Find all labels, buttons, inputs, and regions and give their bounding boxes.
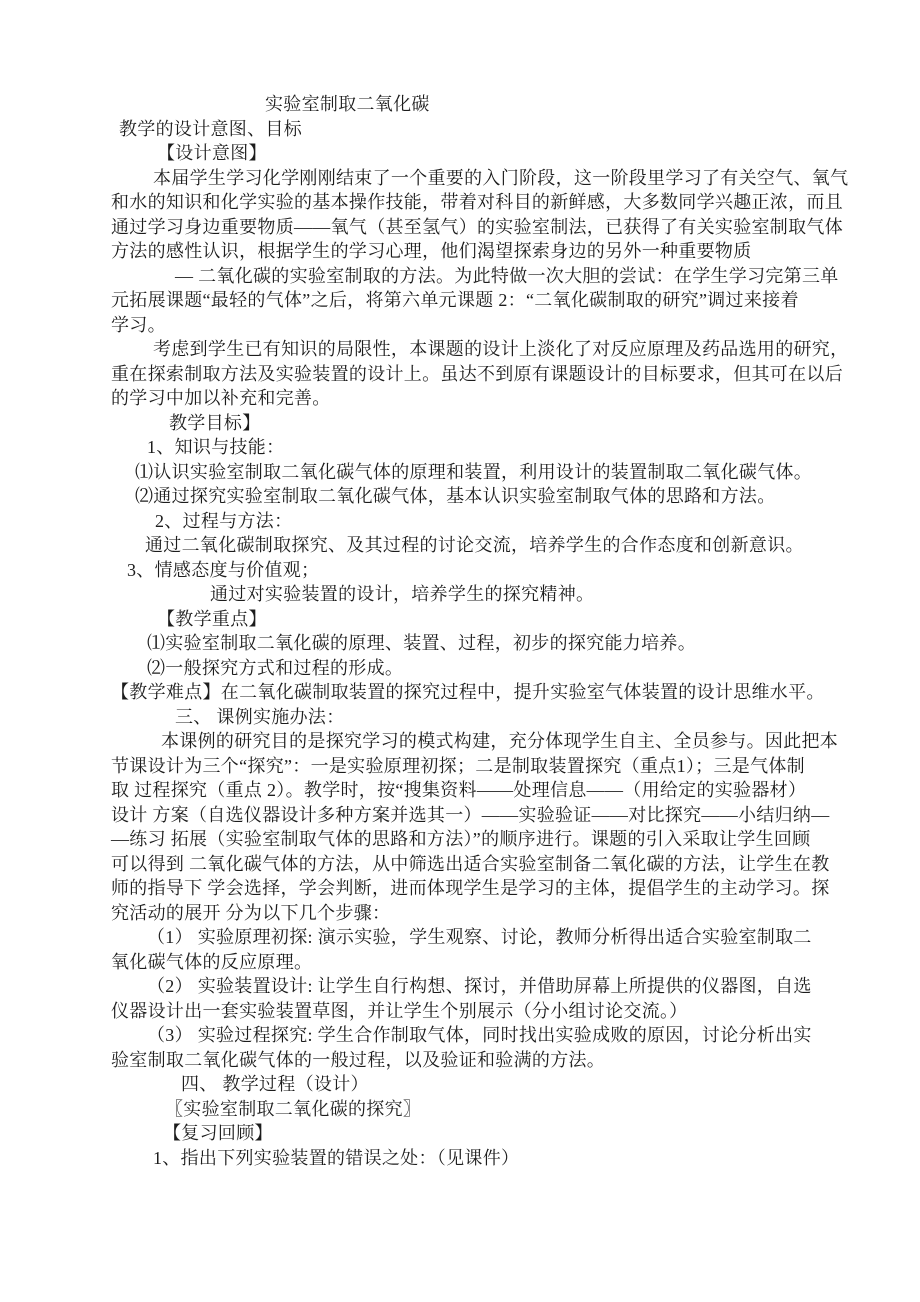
document-line: 【教学难点】在二氧化碳制取装置的探究过程中，提升实验室气体装置的设计思维水平。 <box>111 682 825 702</box>
document-line: 1、指出下列实验装置的错误之处：（见课件） <box>153 1147 520 1168</box>
document-line: ⑵一般探究方式和过程的形成。 <box>147 657 404 678</box>
document-line: 和水的知识和化学实验的基本操作技能，带着对科目的新鲜感，大多数同学兴趣正浓，而且 <box>111 192 843 212</box>
document-line: 〖实验室制取二氧化碳的探究〗 <box>165 1098 422 1119</box>
document-line: 1、知识与技能： <box>147 437 285 457</box>
document-line: 四、 教学过程（设计） <box>181 1074 369 1094</box>
document-body <box>111 92 851 1170</box>
document-line: 元拓展课题“最轻的气体”之后，将第六单元课题 2：“二氧化碳制取的研究”调过来接着 <box>111 290 799 310</box>
document-line: 验室制取二氧化碳气体的一般过程，以及验证和验满的方法。 <box>111 1049 606 1070</box>
document-line: （2） 实验装置设计: 让学生自行构想、探讨，并借助屏幕上所提供的仪器图，自选 <box>147 976 812 996</box>
document-line: 考虑到学生已有知识的局限性，本课题的设计上淡化了对反应原理及药品选用的研究， <box>153 339 849 359</box>
document-line: 师的指导下 学会选择，学会判断，进而体现学生是学习的主体，提倡学生的主动学习。探 <box>111 878 830 898</box>
document-line: 教学的设计意图、目标 <box>119 118 302 139</box>
document-line: （1） 实验原理初探: 演示实验，学生观察、讨论，教师分析得出适合实验室制取二 <box>147 927 812 947</box>
document-line: 取 过程探究（重点 2）。教学时，按“搜集资料——处理信息——（用给定的实验器材） <box>111 780 807 800</box>
document-line: 3、情感态度与价值观； <box>127 559 320 580</box>
document-line: 重在探索制取方法及实验装置的设计上。虽达不到原有课题设计的目标要求，但其可在以后 <box>111 363 843 384</box>
document-line: 方法的感性认识，根据学生的学习心理，他们渴望探索身边的另外一种重要物质 <box>111 241 752 261</box>
document-line: 本课例的研究目的是探究学习的模式构建，充分体现学生自主、全员参与。因此把本 <box>161 731 839 751</box>
document-line: 三、 课例实施办法： <box>175 706 345 727</box>
document-line: 【教学重点】 <box>157 608 267 629</box>
document-line: 【设计意图】 <box>157 143 267 163</box>
document-line: 通过二氧化碳制取探究、及其过程的讨论交流，培养学生的合作态度和创新意识。 <box>145 535 804 555</box>
document-line: ⑴认识实验室制取二氧化碳气体的原理和装置，利用设计的装置制取二氧化碳气体。 <box>135 461 813 482</box>
document-line: 可以得到 二氧化碳气体的方法，从中筛选出适合实验室制备二氧化碳的方法，让学生在教 <box>111 853 830 874</box>
document-line: ⑵通过探究实验室制取二氧化碳气体，基本认识实验室制取气体的思路和方法。 <box>135 486 776 506</box>
document-line: 2、过程与方法： <box>155 510 293 531</box>
document-line: — 二氧化碳的实验室制取的方法。为此特做一次大胆的尝试：在学生学习完第三单 <box>175 265 839 286</box>
document-line: 教学目标】 <box>169 412 261 433</box>
document-line: 的学习中加以补充和完善。 <box>111 388 331 408</box>
document-line: 究活动的展开 分为以下几个步骤： <box>111 902 391 923</box>
document-line: （3） 实验过程探究: 学生合作制取气体，同时找出实验成败的原因，讨论分析出实 <box>147 1025 812 1045</box>
document-line: ⑴实验室制取二氧化碳的原理、装置、过程，初步的探究能力培养。 <box>147 633 696 653</box>
document-line: —练习 拓展（实验室制取气体的思路和方法）”的顺序进行。课题的引入采取让学生回顾 <box>111 829 811 849</box>
document-line: 本届学生学习化学刚刚结束了一个重要的入门阶段，这一阶段里学习了有关空气、氧气 <box>153 167 849 188</box>
document-line: 通过对实验装置的设计，培养学生的探究精神。 <box>210 584 595 604</box>
document-line: 节课设计为三个“探究”：一是实验原理初探；二是制取装置探究（重点1）；三是气体制 <box>111 755 805 776</box>
document-line: 【复习回顾】 <box>163 1123 273 1143</box>
document-title: 实验室制取二氧化碳 <box>265 94 430 114</box>
document-line: 学习。 <box>111 314 166 335</box>
document-line: 设计 方案（自选仪器设计多种方案并选其一）——实验验证——对比探究——小结归纳— <box>111 804 830 825</box>
document-line: 通过学习身边重要物质——氧气（甚至氢气）的实验室制法，已获得了有关实验室制取气体 <box>111 216 843 237</box>
document-line: 仪器设计出一套实验装置草图，并让学生个别展示（分小组讨论交流。） <box>111 1000 688 1021</box>
document-line: 氧化碳气体的反应原理。 <box>111 951 313 972</box>
